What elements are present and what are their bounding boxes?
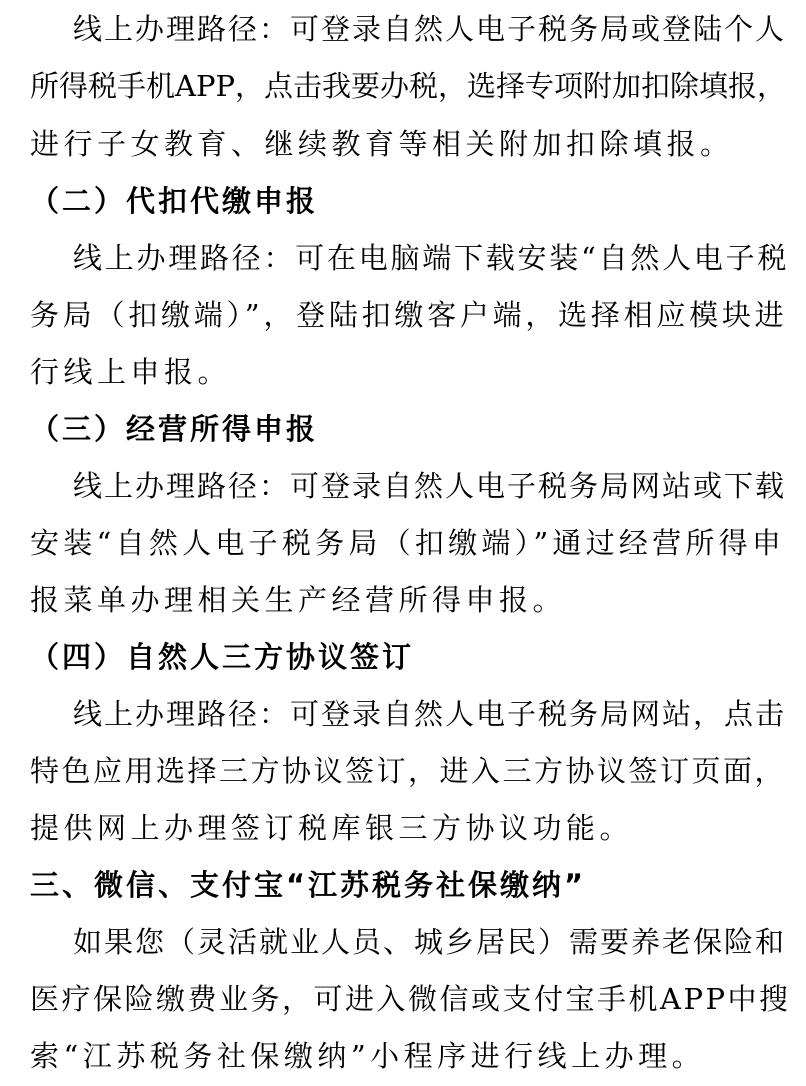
paragraph-line: 务局（扣缴端）”，登陆扣缴客户端，选择相应模块进 (30, 298, 788, 332)
paragraph-line: 所得税手机APP，点击我要办税，选择专项附加扣除填报， (30, 69, 786, 103)
paragraph-line: 索“江苏税务社保缴纳”小程序进行线上办理。 (30, 1039, 706, 1073)
paragraph-line: 提供网上办理签订税库银三方协议功能。 (30, 811, 634, 845)
paragraph-line: 医疗保险缴费业务，可进入微信或支付宝手机APP中搜 (30, 982, 791, 1016)
paragraph-line: 特色应用选择三方协议签订，进入三方协议签订页面， (30, 754, 787, 788)
section-heading: （三）经营所得申报 (30, 412, 319, 446)
section-heading: 三、微信、支付宝“江苏税务社保缴纳” (30, 868, 587, 902)
paragraph-line: 如果您（灵活就业人员、城乡居民）需要养老保险和 (73, 925, 787, 959)
paragraph-line: 线上办理路径：可在电脑端下载安装“自然人电子税 (73, 241, 790, 275)
paragraph-line: 安装“自然人电子税务局（扣缴端）”通过经营所得申 (30, 526, 786, 560)
paragraph-line: 报菜单办理相关生产经营所得申报。 (30, 583, 567, 617)
paragraph-line: 线上办理路径：可登录自然人电子税务局网站，点击 (73, 697, 787, 731)
section-heading: （二）代扣代缴申报 (30, 184, 319, 218)
section-heading: （四）自然人三方协议签订 (30, 640, 415, 674)
paragraph-line: 线上办理路径：可登录自然人电子税务局或登陆个人 (73, 12, 787, 46)
paragraph-line: 进行子女教育、继续教育等相关附加扣除填报。 (30, 127, 734, 161)
paragraph-line: 行线上申报。 (30, 355, 232, 389)
paragraph-line: 线上办理路径：可登录自然人电子税务局网站或下载 (73, 469, 787, 503)
